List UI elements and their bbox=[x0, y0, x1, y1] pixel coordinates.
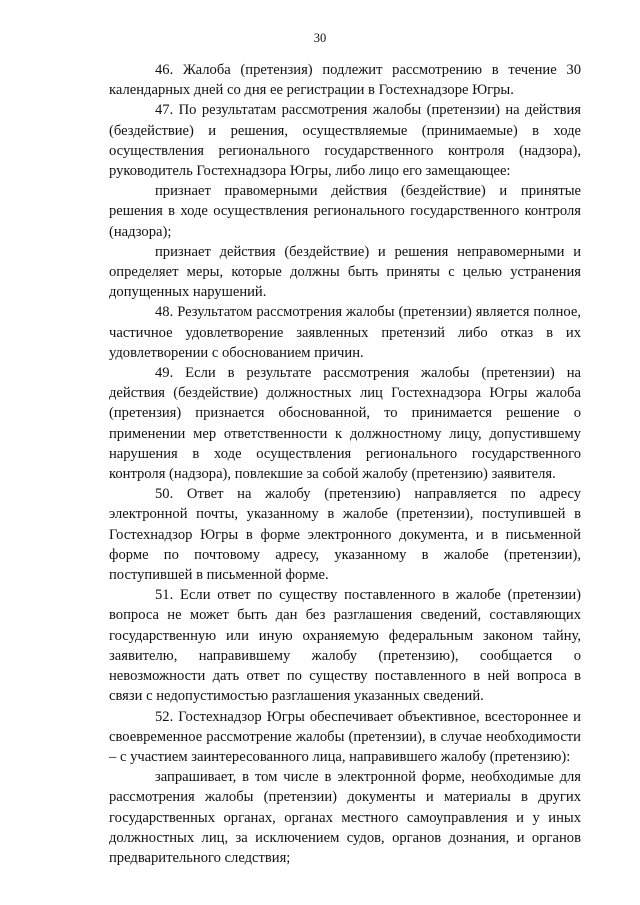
document-body bbox=[109, 60, 581, 868]
paragraph-48: 48. Результатом рассмотрения жалобы (претензии) является полное, частичное удовлетворение заявленных претензий либо отказ в их удовлетворении с обоснованием причин. bbox=[109, 304, 581, 361]
paragraph-47-item-unlawful: признает действия (бездействие) и решения неправомерными и определяет меры, которые должны быть приняты с целью устранения допущенных нарушений. bbox=[109, 243, 581, 301]
paragraph-49: 49. Если в результате рассмотрения жалобы (претензии) на действия (бездействие) должностных лиц Гостехнадзора Югры жалоба (претензия) признается обоснованной, то принимается решение о применении мер ответственности к должностному лицу, допустившему нарушения в ходе осуществления регионального государственного контроля (надзора), повлекшие за собой жалобу (претензию) заявителя. bbox=[109, 365, 581, 483]
paragraph-46: 46. Жалоба (претензия) подлежит рассмотрению в течение 30 календарных дней со дня ее регистрации в Гостехнадзоре Югры. bbox=[109, 62, 581, 99]
paragraph-47: 47. По результатам рассмотрения жалобы (претензии) на действия (бездействие) и решения, осуществляемые (принимаемые) в ходе осуществления регионального государственного контроля (надзора), руководитель Гостехнадзора Югры, либо лицо его замещающее: bbox=[109, 102, 581, 180]
paragraph-50: 50. Ответ на жалобу (претензию) направляется по адресу электронной почты, указанному в жалобе (претензии), поступившей в Гостехнадзор Югры в форме электронного документа, и в письменной форме по почтовому адресу, указанному в жалобе (претензии), поступившей в письменной форме. bbox=[109, 486, 581, 584]
paragraph-52-item-request: запрашивает, в том числе в электронной форме, необходимые для рассмотрения жалобы (претензии) документы и материалы в других государственных органах, органах местного самоуправления и у иных должностных лиц, за исключением судов, органов дознания, и органов предварительного следствия; bbox=[109, 769, 581, 866]
paragraph-47-item-lawful: признает правомерными действия (бездействие) и принятые решения в ходе осуществления регионального государственного контроля (надзора); bbox=[109, 183, 581, 240]
paragraph-52: 52. Гостехнадзор Югры обеспечивает объективное, всестороннее и своевременное рассмотрение жалобы (претензии), в случае необходимости – с участием заинтересованного лица, направившего жалобу (претензию): bbox=[109, 708, 581, 765]
paragraph-51: 51. Если ответ по существу поставленного в жалобе (претензии) вопроса не может быть дан без разглашения сведений, составляющих государственную или иную охраняемую федеральным законом тайну, заявителю, направившему жалобу (претензию), сообщается о невозможности дать ответ по существу поставленного в ней вопроса в связи с недопустимостью разглашения указанных сведений. bbox=[109, 587, 581, 705]
page-number: 30 bbox=[313, 31, 327, 45]
